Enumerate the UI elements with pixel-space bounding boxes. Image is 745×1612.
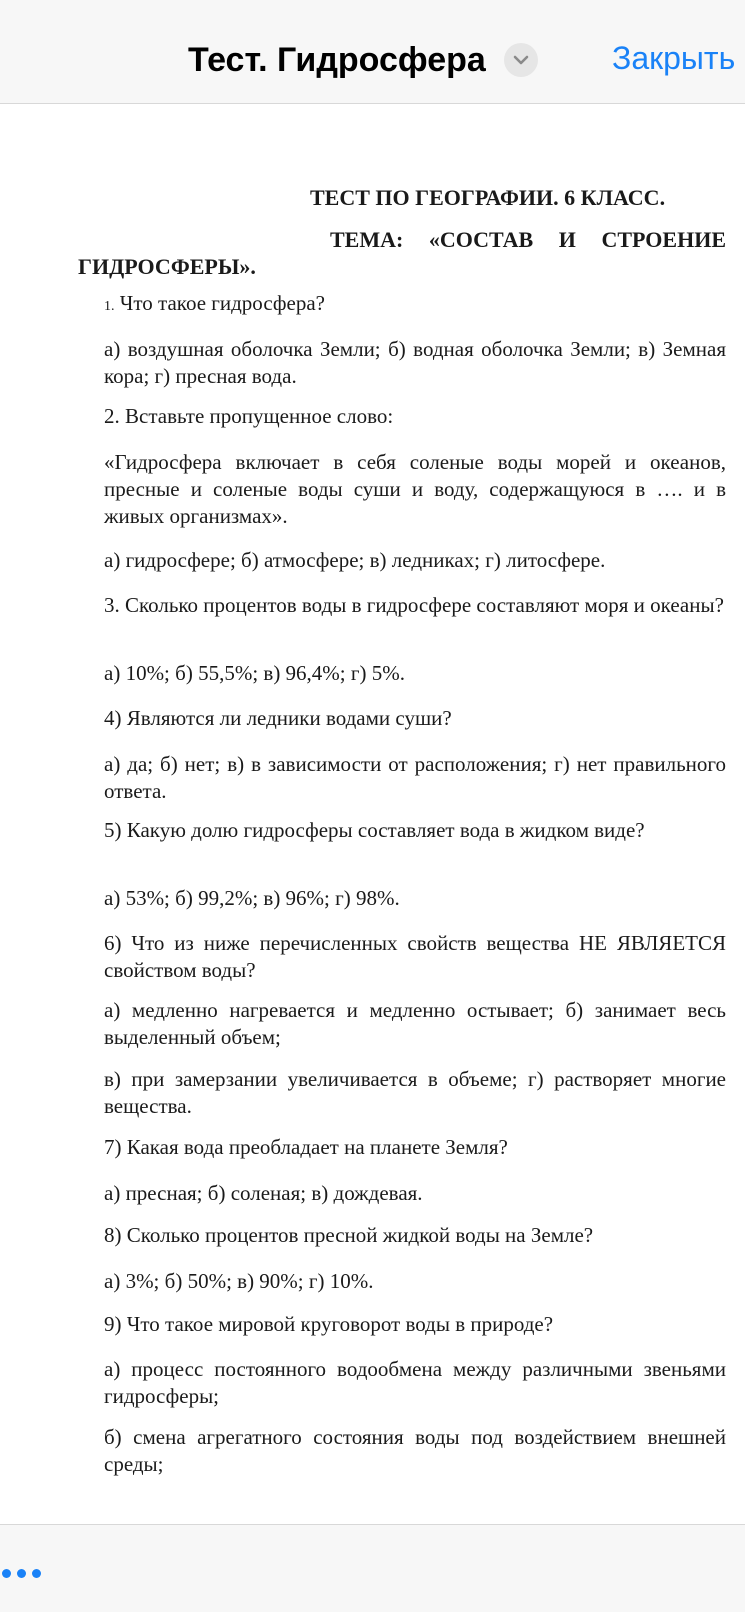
question-1-answers: а) воздушная оболочка Земли; б) водная оболочка Земли; в) Земная кора; г) пресная вода.: [104, 337, 726, 388]
question-9-answer-a: а) процесс постоянного водообмена между различными звеньями гидросферы;: [104, 1357, 726, 1408]
more-dots-icon[interactable]: [2, 1569, 41, 1578]
document-title: Тест. Гидросфера: [188, 40, 486, 79]
title-wrap[interactable]: [188, 38, 538, 82]
question-4: 4) Являются ли ледники водами суши?: [104, 706, 452, 730]
question-2-answers: а) гидросфере; б) атмосфере; в) ледниках; г) литосфере.: [104, 548, 606, 572]
question-2-quote: «Гидросфера включает в себя соленые воды морей и океанов, пресные и соленые воды суши и воду, содержащуюся в …. и в живых организмах».: [104, 450, 726, 528]
test-heading: ТЕСТ ПО ГЕОГРАФИИ. 6 КЛАСС.: [310, 185, 666, 210]
document-view[interactable]: [0, 104, 745, 1524]
question-6-answers-part1: а) медленно нагревается и медленно остывает; б) занимает весь выделенный объем;: [104, 998, 726, 1049]
question-7-answers: а) пресная; б) соленая; в) дождевая.: [104, 1181, 423, 1205]
question-9: 9) Что такое мировой круговорот воды в природе?: [104, 1312, 554, 1336]
question-1: [104, 290, 726, 320]
question-9-answer-b: б) смена агрегатного состояния воды под воздействием внешней среды;: [104, 1425, 726, 1476]
dot: [2, 1569, 11, 1578]
question-1-text: Что такое гидросфера?: [114, 291, 325, 315]
test-topic: ТЕМА: «СОСТАВ И СТРОЕНИЕ ГИДРОСФЕРЫ».: [78, 227, 726, 279]
navigation-bar: [0, 0, 745, 104]
bottom-toolbar: [0, 1524, 745, 1612]
question-2: 2. Вставьте пропущенное слово:: [104, 404, 394, 428]
question-3-answers: а) 10%; б) 55,5%; в) 96,4%; г) 5%.: [104, 661, 405, 685]
dot: [17, 1569, 26, 1578]
question-8: 8) Сколько процентов пресной жидкой воды на Земле?: [104, 1223, 594, 1247]
question-6: 6) Что из ниже перечисленных свойств вещества НЕ ЯВЛЯЕТСЯ свойством воды?: [104, 931, 726, 982]
title-menu-button[interactable]: [504, 43, 538, 77]
close-button[interactable]: Закрыть: [612, 40, 736, 76]
dot: [32, 1569, 41, 1578]
chevron-down-icon: [513, 55, 529, 65]
question-3: 3. Сколько процентов воды в гидросфере составляют моря и океаны?: [104, 593, 724, 617]
question-7: 7) Какая вода преобладает на планете Земля?: [104, 1135, 508, 1159]
question-5: 5) Какую долю гидросферы составляет вода в жидком виде?: [104, 818, 645, 842]
question-8-answers: а) 3%; б) 50%; в) 90%; г) 10%.: [104, 1269, 374, 1293]
question-1-number: 1.: [104, 299, 115, 314]
question-5-answers: а) 53%; б) 99,2%; в) 96%; г) 98%.: [104, 886, 400, 910]
question-6-answers-part2: в) при замерзании увеличивается в объеме; г) растворяет многие вещества.: [104, 1067, 726, 1118]
question-4-answers: а) да; б) нет; в) в зависимости от расположения; г) нет правильного ответа.: [104, 752, 726, 803]
